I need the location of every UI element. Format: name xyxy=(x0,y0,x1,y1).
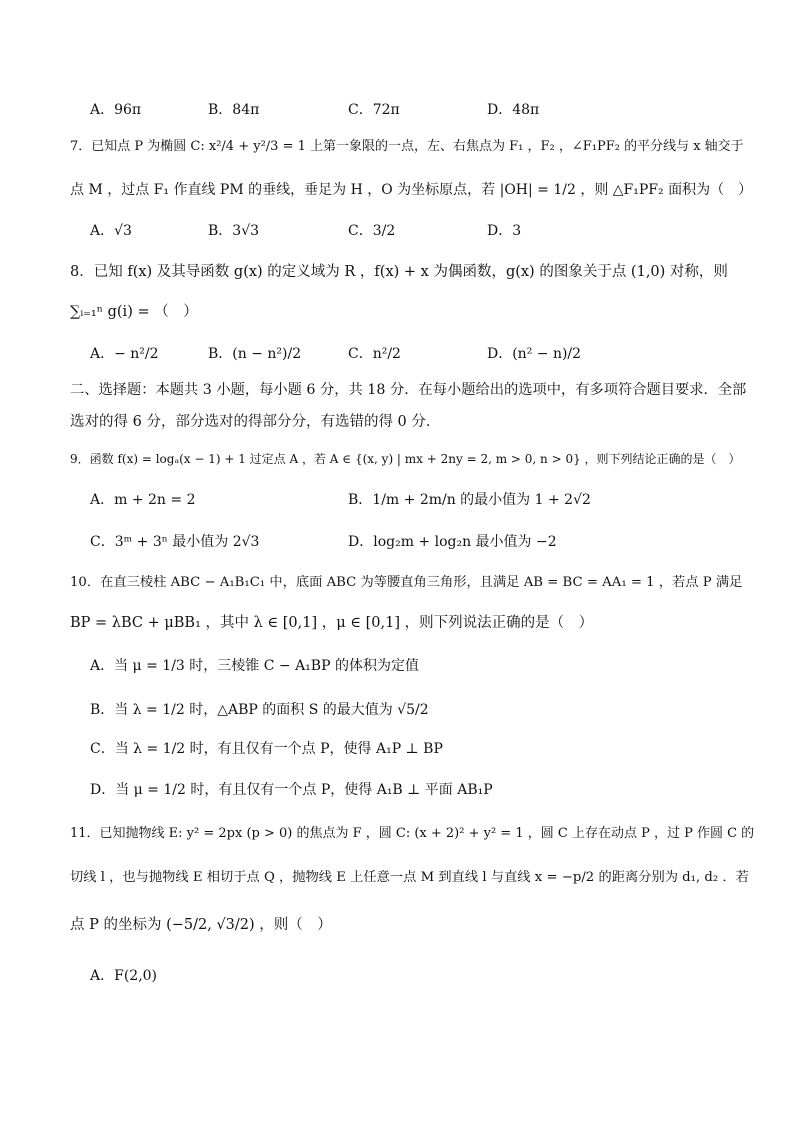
q7-option-a: A．√3 xyxy=(90,223,132,239)
q7-option-d: D．3 xyxy=(487,223,522,239)
q7-option-b: B．3√3 xyxy=(208,223,260,239)
q7-stem-line-2: 点 M ，过点 F₁ 作直线 PM 的垂线，垂足为 H ，O 为坐标原点，若 |OH| = 1/2 ，则 △F₁PF₂ 面积为（ ） xyxy=(70,182,753,198)
q9-option-d: D．log₂m + log₂n 最小值为 −2 xyxy=(348,534,557,550)
q8-option-b: B．(n − n²)/2 xyxy=(208,346,302,362)
q9-option-a: A．m + 2n = 2 xyxy=(90,492,196,508)
q8-stem-line-1: 8．已知 f(x) 及其导函数 g(x) 的定义域为 R ，f(x) + x 为偶函数，g(x) 的图象关于点 (1,0) 对称，则 xyxy=(70,264,728,280)
section-2-heading-line-1: 二、选择题：本题共 3 小题，每小题 6 分，共 18 分．在每小题给出的选项中，有多项符合题目要求．全部 xyxy=(70,382,747,398)
q9-option-b: B．1/m + 2m/n 的最小值为 1 + 2√2 xyxy=(348,492,591,508)
q11-stem-line-3: 点 P 的坐标为 (−5/2, √3/2) ，则（ ） xyxy=(70,917,332,933)
q10-stem-line-2: BP = λBC + μBB₁ ，其中 λ ∈ [0,1] ，μ ∈ [0,1] ，则下列说法正确的是（ ） xyxy=(70,615,594,631)
q10-option-a: A．当 μ = 1/3 时，三棱锥 C − A₁BP 的体积为定值 xyxy=(90,658,419,674)
q8-option-a: A．− n²/2 xyxy=(90,346,159,362)
q6-option-c: C．72π xyxy=(348,102,400,118)
q8-option-d: D．(n² − n)/2 xyxy=(487,346,582,362)
section-2-heading-line-2: 选对的得 6 分，部分选对的得部分分，有选错的得 0 分． xyxy=(70,414,441,430)
q7-option-c: C．3/2 xyxy=(348,223,396,239)
q11-stem-line-1: 11．已知抛物线 E: y² = 2px (p > 0) 的焦点为 F ，圆 C: (x + 2)² + y² = 1 ，圆 C 上存在动点 P ，过 P 作圆 C 的 xyxy=(70,826,755,841)
q8-stem-line-2: ∑ᵢ₌₁ⁿ g(i) = （ ） xyxy=(70,304,198,320)
q10-option-d: D．当 μ = 1/2 时，有且仅有一个点 P，使得 A₁B ⊥ 平面 AB₁P xyxy=(90,782,493,798)
q10-stem-line-1: 10．在直三棱柱 ABC − A₁B₁C₁ 中，底面 ABC 为等腰直角三角形，且满足 AB = BC = AA₁ = 1 ，若点 P 满足 xyxy=(70,575,743,590)
q11-stem-line-2: 切线 l ，也与抛物线 E 相切于点 Q ，抛物线 E 上任意一点 M 到直线 l 与直线 x = −p/2 的距离分别为 d₁, d₂ ．若 xyxy=(70,870,749,885)
q10-option-c: C．当 λ = 1/2 时，有且仅有一个点 P，使得 A₁P ⊥ BP xyxy=(90,741,443,757)
q7-stem-line-1: 7．已知点 P 为椭圆 C: x²/4 + y²/3 = 1 上第一象限的一点，左、右焦点为 F₁ ，F₂ ，∠F₁PF₂ 的平分线与 x 轴交于 xyxy=(70,139,744,154)
q8-option-c: C．n²/2 xyxy=(348,346,401,362)
q6-option-d: D．48π xyxy=(487,102,540,118)
q10-option-b: B．当 λ = 1/2 时，△ABP 的面积 S 的最大值为 √5/2 xyxy=(90,702,429,718)
q6-option-b: B．84π xyxy=(208,102,260,118)
q9-option-c: C．3ᵐ + 3ⁿ 最小值为 2√3 xyxy=(90,534,260,550)
q11-option-a: A．F(2,0) xyxy=(90,968,158,984)
q9-stem: 9．函数 f(x) = logₐ(x − 1) + 1 过定点 A ，若 A ∈ {(x, y) | mx + 2ny = 2, m > 0, n > 0} ，则下列结论正确的是（ ） xyxy=(70,452,741,466)
q6-option-a: A．96π xyxy=(90,102,142,118)
